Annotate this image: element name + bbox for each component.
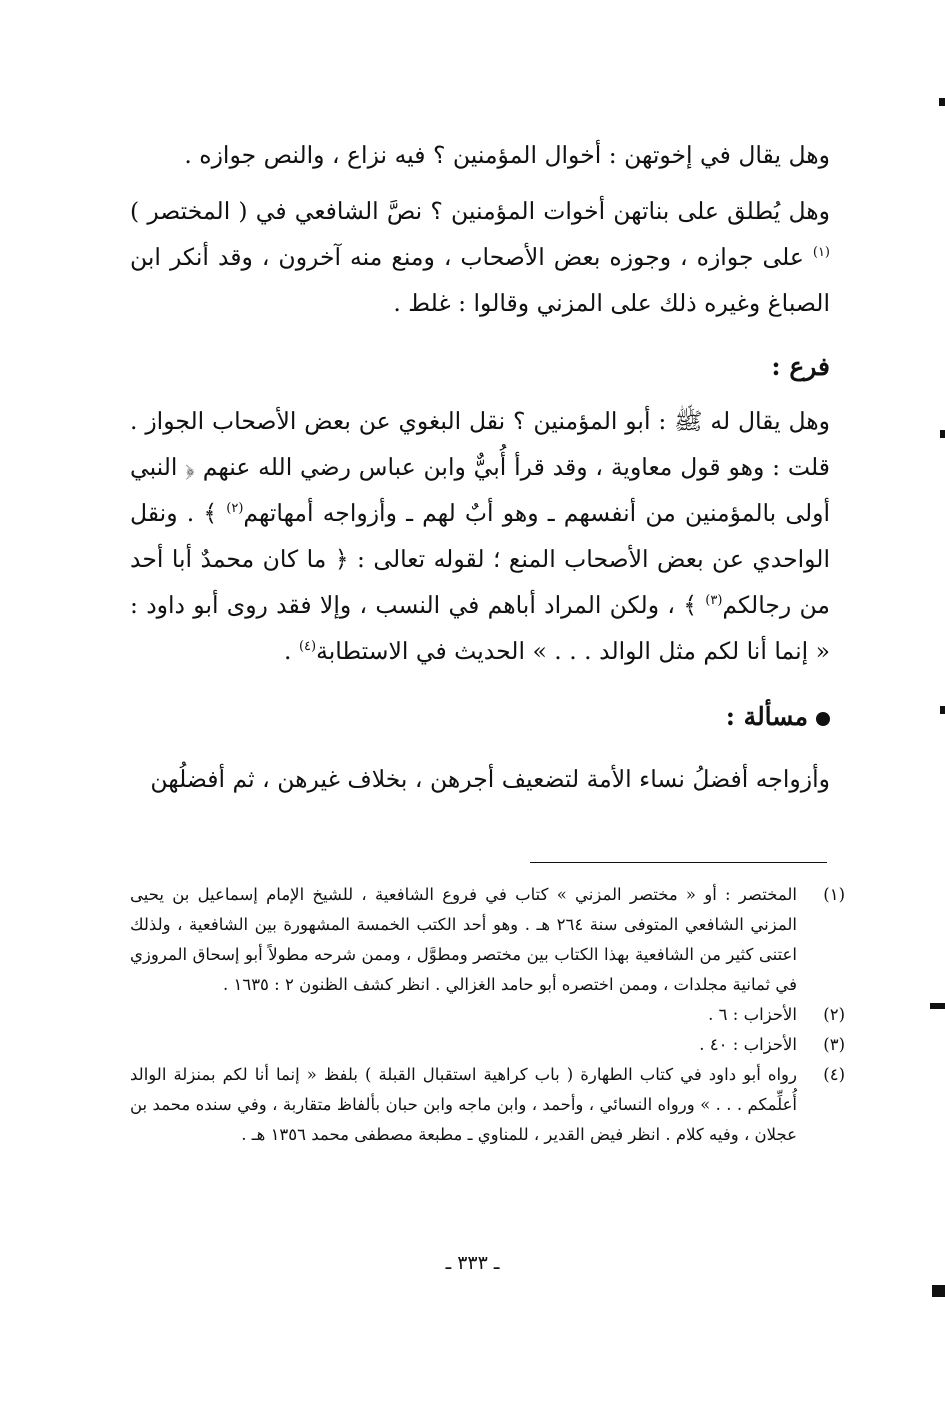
paragraph-abu-part-a: وهل يقال له ﷺ : أبو المؤمنين ؟ نقل البغوي عن بعض الأصحاب الجواز . قلت : وهو قول معاوية ، وقد قرأ أُبيٌّ وابن عباس رضي الله عنهم ﴿ النبي أولى بالمؤمنين من أنفسهم ـ وهو أبٌ لهم ـ وأزواجه أمهاتهم (130, 407, 830, 527)
scan-edge-mark (940, 430, 945, 438)
bullet-icon (816, 712, 830, 726)
scan-edge-mark (939, 98, 945, 106)
paragraph-azwaj: وأزواجه أفضلُ نساء الأمة لتضعيف أجرهن ، بخلاف غيرهن ، ثم أفضلُهن (150, 765, 830, 793)
heading-masala (130, 694, 830, 740)
footnote-text: رواه أبو داود في كتاب الطهارة ( باب كراهية استقبال القبلة ) بلفظ « إنما أنا لكم بمنزلة الوالد أُعلِّمكم . . . » ورواه النسائي ، وأحمد ، وابن ماجه وابن حبان بألفاظ متقاربة ، وفي سنده محمد بن عجلان ، وفيه كلام . انظر فيض القدير ، للمناوي ـ مطبعة مصطفى محمد ١٣٥٦ هـ . (130, 1065, 797, 1144)
paragraph-abu-almuminin (130, 398, 830, 674)
paragraph-akhawat-part-a: وهل يُطلق على بناتهن أخوات المؤمنين ؟ نصَّ الشافعي في ( المختصر ) (130, 197, 830, 225)
footnote-ref-2[interactable]: (٢) (226, 501, 244, 517)
scan-edge-mark (940, 706, 945, 714)
main-text (130, 132, 830, 802)
paragraph-akhwal: وهل يقال في إخوتهن : أخوال المؤمنين ؟ فيه نزاع ، والنص جوازه . (184, 141, 830, 169)
paragraph-abu-part-c: ﴾ ، ولكن المراد أباهم في النسب ، وإلا فقد روى أبو داود : « إنما أنا لكم مثل الوالد . . . » الحديث في الاستطابة (130, 591, 830, 665)
footnotes (130, 880, 845, 1150)
footnote-text: المختصر : أو « مختصر المزني » كتاب في فروع الشافعية ، للشيخ الإمام إسماعيل بن يحيى المزني الشافعي المتوفى سنة ٢٦٤ هـ . وهو أحد الكتب الخمسة المشهورة بين الشافعية ، ولذلك اعتنى كثير من الشافعية بهذا الكتاب بين مختصر ومطوَّل ، وممن شرحه مطولاً أبو إسحاق المروزي في ثمانية مجلدات ، وممن اختصره أبو حامد الغزالي . انظر كشف الظنون ٢ : ١٦٣٥ . (130, 885, 798, 994)
paragraph-akhawat-part-b: على جوازه ، وجوزه بعض الأصحاب ، ومنع منه آخرون ، وقد أنكر ابن الصباغ وغيره ذلك على المزني وقالوا : غلط . (130, 243, 830, 317)
footnote-4 (130, 1060, 845, 1150)
heading-masala-label: مسألة : (725, 702, 808, 731)
footnote-divider (530, 862, 827, 863)
footnote-2 (130, 1000, 845, 1030)
footnote-1 (130, 880, 845, 1000)
footnote-number: (٢) (823, 1005, 845, 1024)
footnote-ref-3[interactable]: (٣) (705, 593, 723, 609)
footnote-number: (١) (823, 885, 845, 904)
footnote-3 (130, 1030, 845, 1060)
paragraph-abu-part-d: . (284, 637, 299, 665)
footnote-text: الأحزاب : ٦ . (708, 1005, 797, 1024)
footnote-ref-4[interactable]: (٤) (298, 639, 317, 655)
heading-far: فرع : (771, 352, 830, 381)
scan-edge-mark (932, 1285, 945, 1297)
paragraph-abu-part-b: ﴾ . ونقل الواحدي عن بعض الأصحاب المنع ؛ لقوله تعالى : ﴿ ما كان محمدٌ أبا أحد من رجالكم (130, 499, 831, 619)
footnote-ref-1[interactable]: (١) (812, 245, 830, 261)
footnote-text: الأحزاب : ٤٠ . (699, 1035, 797, 1054)
scan-edge-mark (930, 1003, 945, 1009)
page-number: ـ ٣٣٣ ـ (445, 1252, 500, 1274)
paragraph-akhawat (130, 188, 830, 326)
footnote-number: (٤) (823, 1065, 845, 1084)
footnote-number: (٣) (823, 1035, 845, 1054)
